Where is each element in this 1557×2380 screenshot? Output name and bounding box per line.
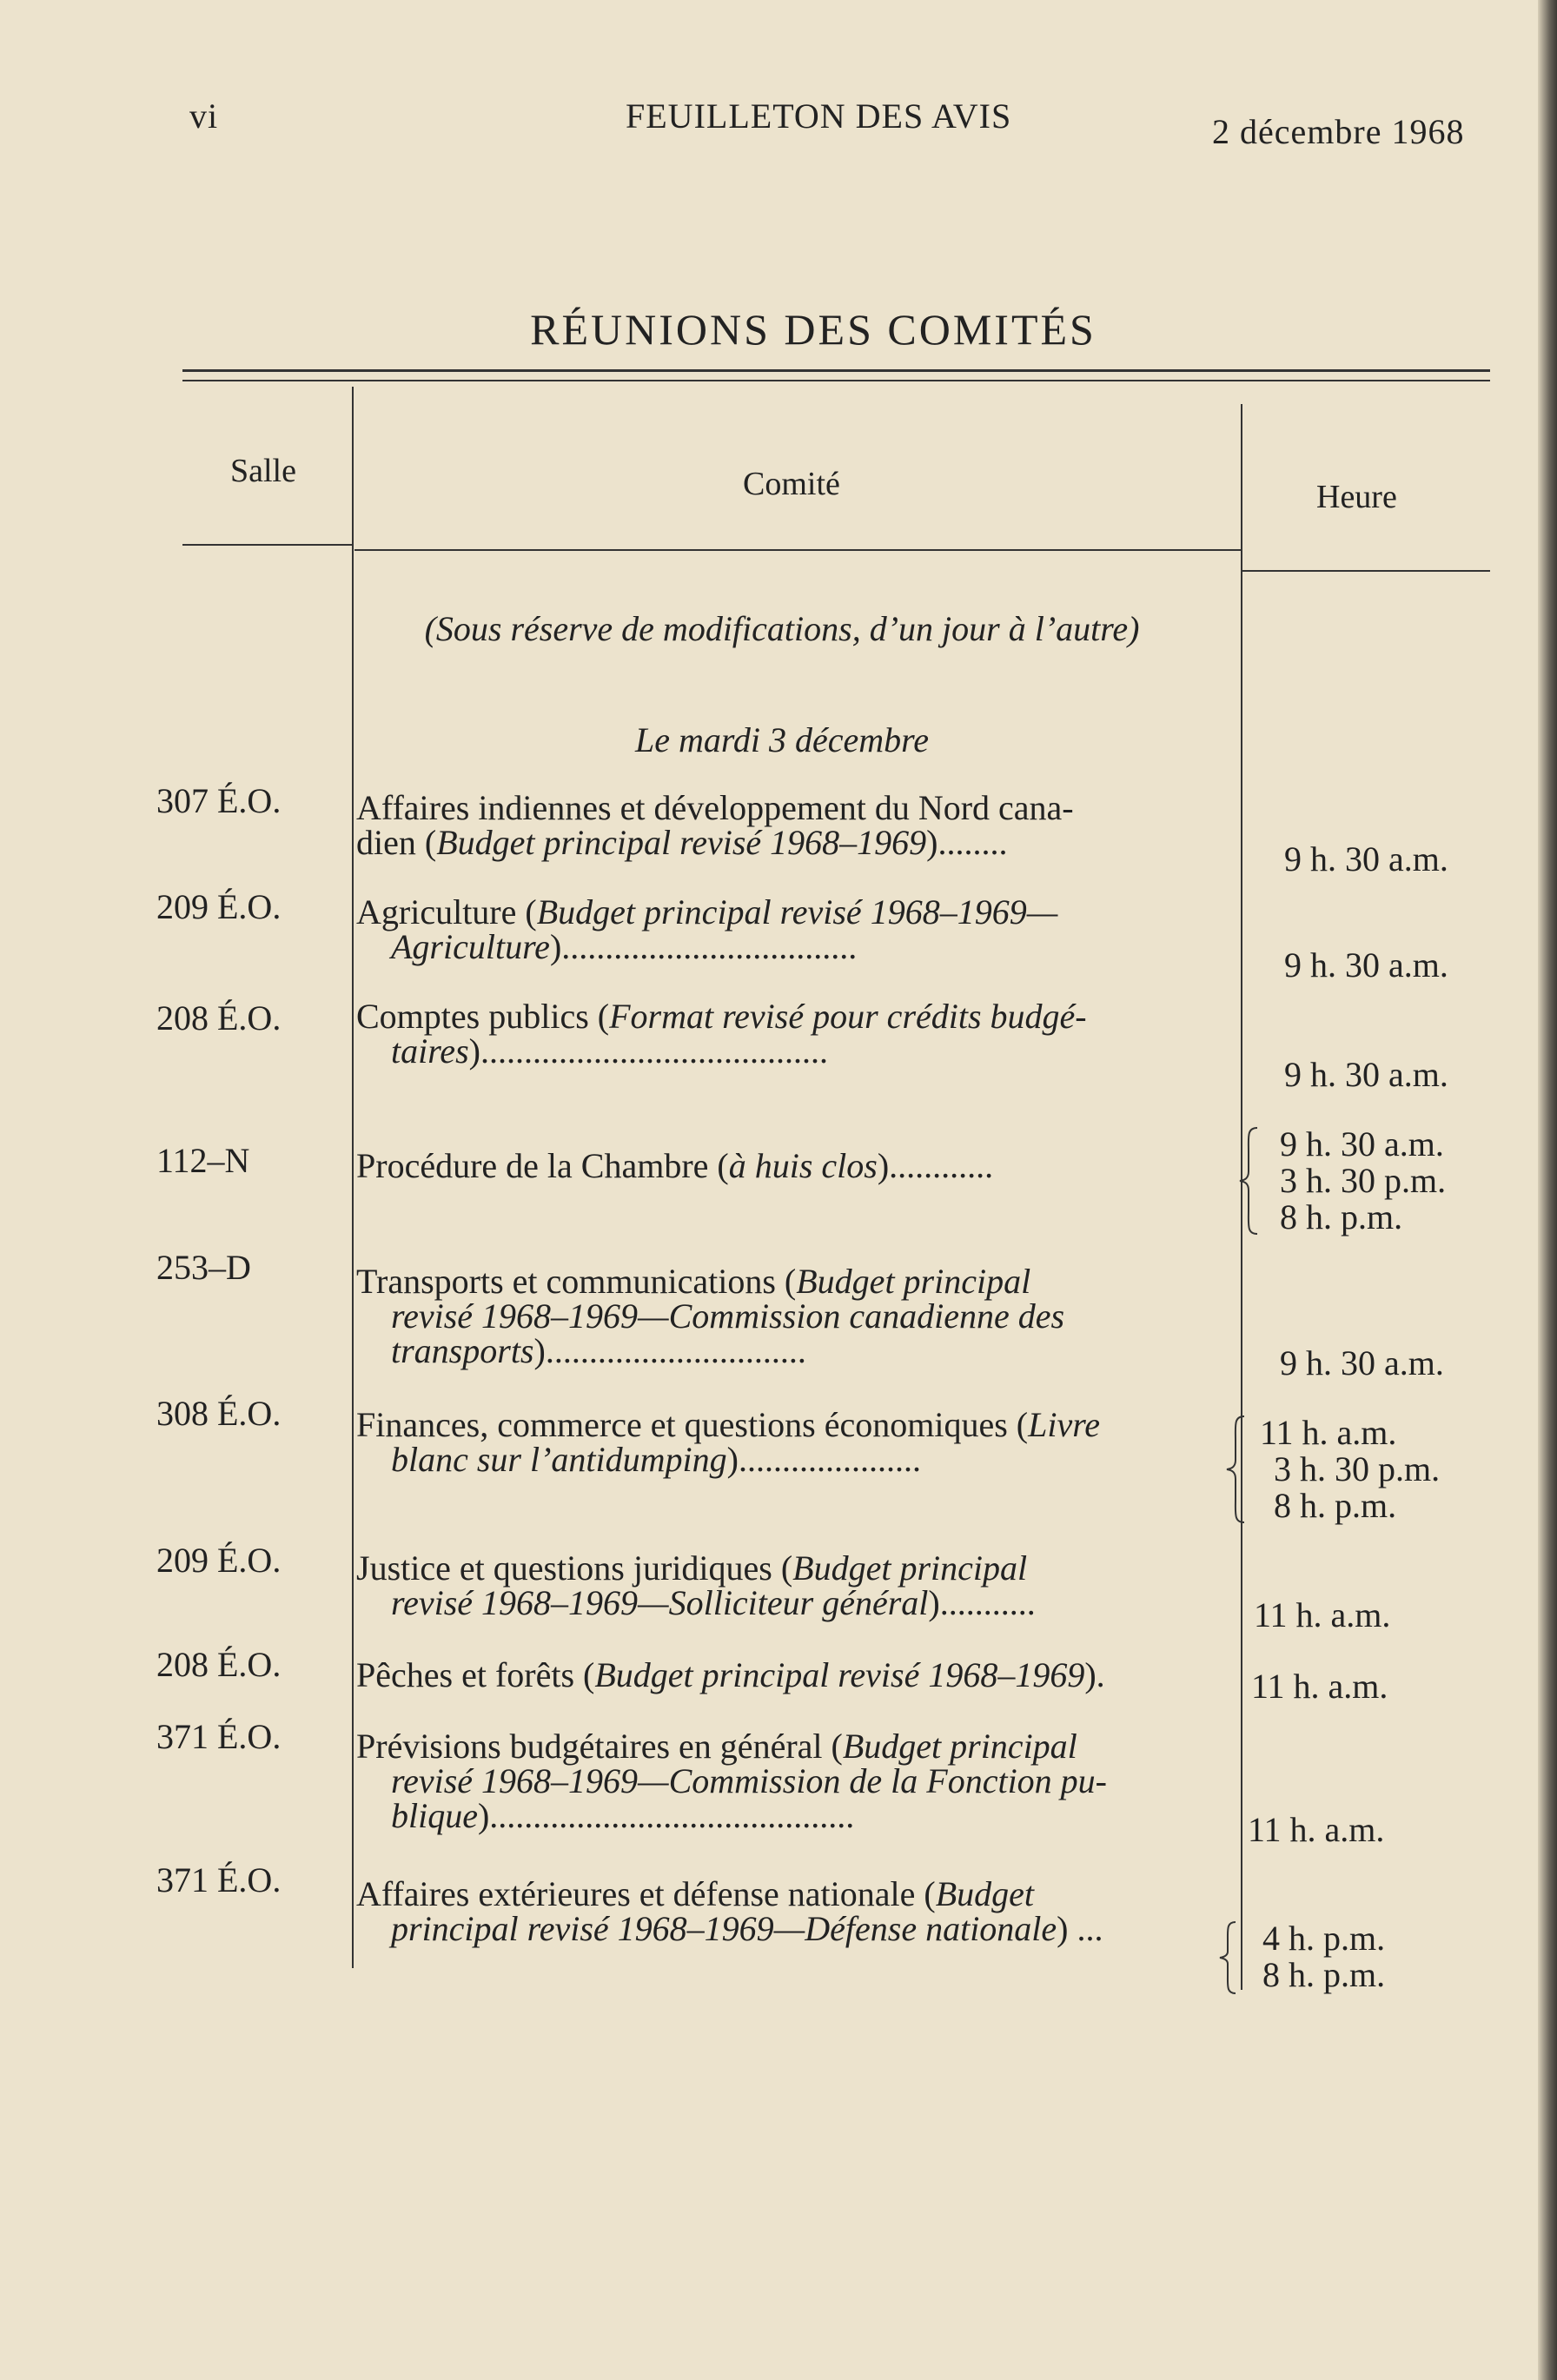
schedule-note: (Sous réserve de modifications, d’un jour à l’autre): [424, 609, 1140, 648]
row-4-heure: 9 h. 30 a.m. 3 h. 30 p.m. 8 h. p.m.: [1280, 1124, 1447, 1236]
row-9-comite: Prévisions budgétaires en général (Budget principal revisé 1968–1969—Commission de la Fonction pu- blique)..........................................: [356, 1727, 1108, 1835]
row-5-heure: 9 h. 30 a.m.: [1280, 1343, 1444, 1382]
column-header-comite: Comité: [743, 466, 840, 502]
row-1-comite: Affaires indiennes et développement du Nord cana- dien (Budget principal revisé 1968–1969)........: [356, 788, 1074, 862]
row-10-heure: 4 h. p.m. 8 h. p.m.: [1262, 1919, 1386, 1994]
header-rule-comite: [354, 549, 1241, 551]
row-8-heure: 11 h. a.m.: [1251, 1667, 1388, 1706]
row-4-brace: [1238, 1126, 1264, 1236]
row-6-salle: 308 É.O.: [156, 1394, 282, 1433]
title-rule-top: [182, 369, 1490, 372]
row-4-comite: Procédure de la Chambre (à huis clos)............: [356, 1146, 994, 1185]
row-1-heure: 9 h. 30 a.m.: [1284, 839, 1448, 878]
row-5-comite: Transports et communications (Budget principal revisé 1968–1969—Commission canadienne des transports)..............................: [356, 1262, 1065, 1370]
publication-date: 2 décembre 1968: [1212, 112, 1465, 151]
row-9-salle: 371 É.O.: [156, 1717, 282, 1756]
row-1-salle: 307 É.O.: [156, 781, 282, 820]
row-10-comite: Affaires extérieures et défense nationale (Budget principal revisé 1968–1969—Défense nationale) ...: [356, 1874, 1103, 1948]
column-header-salle: Salle: [230, 453, 296, 489]
row-3-salle: 208 É.O.: [156, 998, 282, 1038]
row-7-heure: 11 h. a.m.: [1254, 1595, 1391, 1634]
row-5-salle: 253–D: [156, 1248, 251, 1287]
header-rule-heure: [1242, 570, 1490, 572]
row-10-brace: [1218, 1920, 1242, 1995]
column-divider-left: [352, 387, 354, 1968]
publication-title: FEUILLETON DES AVIS: [626, 96, 1012, 136]
row-2-heure: 9 h. 30 a.m.: [1284, 945, 1448, 984]
header-rule-salle: [182, 544, 352, 546]
row-8-comite: Pêches et forêts (Budget principal revisé 1968–1969).: [356, 1655, 1105, 1694]
row-4-salle: 112–N: [156, 1141, 250, 1180]
day-heading: Le mardi 3 décembre: [634, 720, 930, 759]
row-6-brace: [1225, 1415, 1251, 1524]
section-title: RÉUNIONS DES COMITÉS: [530, 305, 1097, 354]
page-edge-shadow: [1538, 0, 1557, 2380]
row-6-heure: 11 h. a.m. 3 h. 30 p.m. 8 h. p.m.: [1260, 1413, 1441, 1525]
row-3-comite: Comptes publics (Format revisé pour crédits budgé- taires)........................................: [356, 997, 1087, 1071]
row-6-comite: Finances, commerce et questions économiques (Livre blanc sur l’antidumping).....................: [356, 1405, 1101, 1479]
page-number: vi: [189, 96, 219, 136]
row-9-heure: 11 h. a.m.: [1248, 1810, 1385, 1849]
row-10-salle: 371 É.O.: [156, 1860, 282, 1899]
row-2-salle: 209 É.O.: [156, 887, 282, 926]
row-8-salle: 208 É.O.: [156, 1645, 282, 1684]
row-2-comite: Agriculture (Budget principal revisé 1968–1969— Agriculture)..................................: [356, 892, 1058, 966]
title-rule-bottom: [182, 380, 1490, 381]
row-7-comite: Justice et questions juridiques (Budget principal revisé 1968–1969—Solliciteur général)...........: [356, 1548, 1036, 1622]
row-7-salle: 209 É.O.: [156, 1541, 282, 1580]
column-header-heure: Heure: [1316, 479, 1397, 515]
row-3-heure: 9 h. 30 a.m.: [1284, 1055, 1448, 1094]
